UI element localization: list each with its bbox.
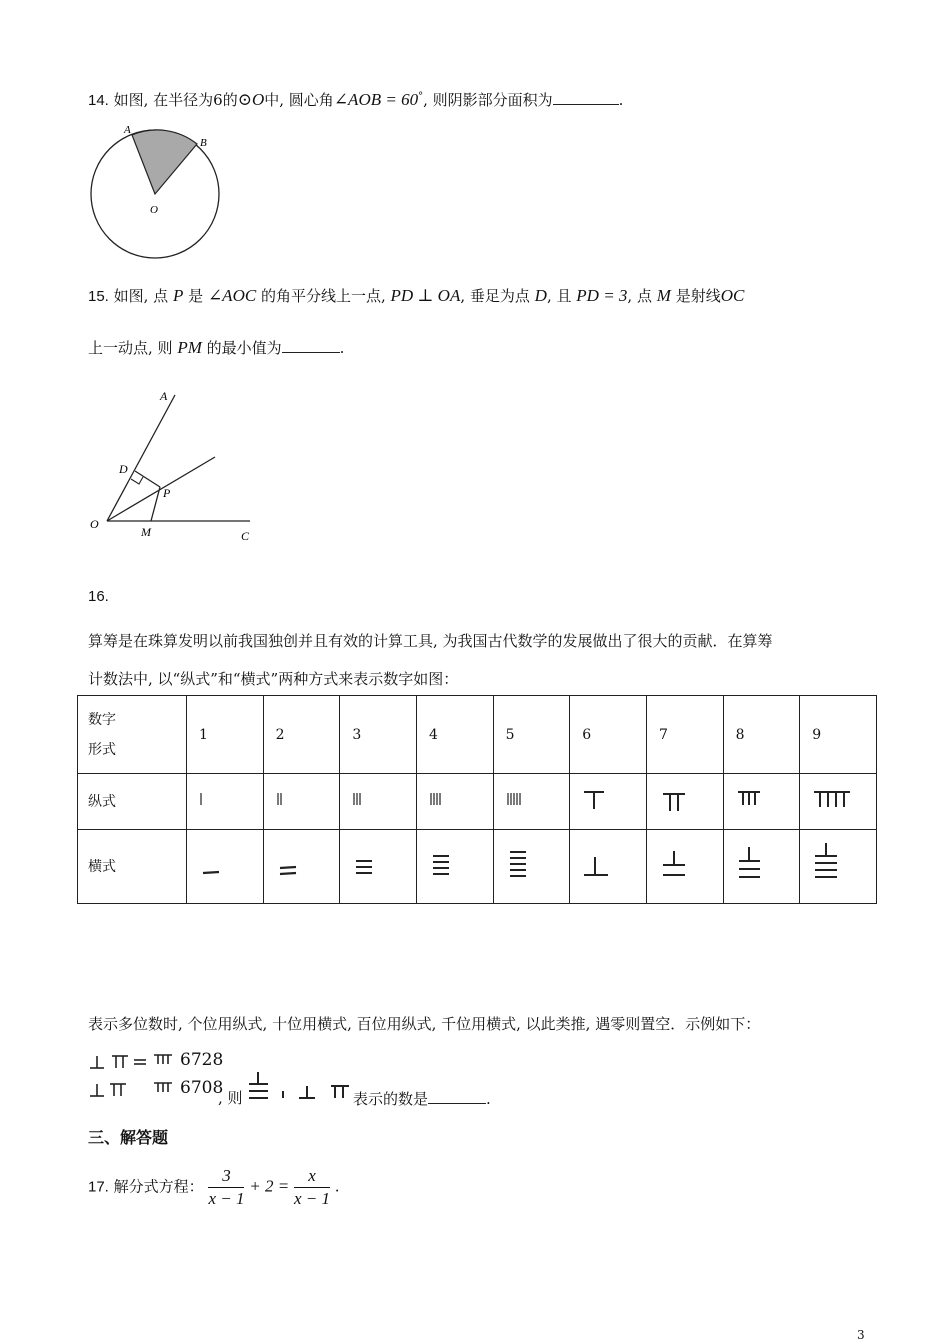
q17-fraction-2-denominator: x − 1 — [293, 1189, 331, 1208]
q16-intro-2: 计数法中, 以“纵式”和“横式”两种方式来表示数字如图： — [88, 670, 459, 688]
q15-perp: PD ⊥ OA — [390, 286, 461, 305]
page-number: 3 — [857, 1328, 865, 1342]
horizontal-rod-2 — [263, 830, 340, 904]
q17-fraction-1 — [208, 1165, 244, 1210]
vertical-rod-6 — [570, 774, 647, 830]
q14-text-3: , 则阴影部分面积为 — [423, 91, 553, 109]
horizontal-rod-3 — [340, 830, 417, 904]
q17-text — [88, 1165, 340, 1210]
q14-text-1: 如图, 在半径为6的 — [113, 91, 238, 109]
q16-then: , 则 — [218, 1089, 243, 1107]
digit-cell: 3 — [340, 696, 417, 774]
q15-pm: PM — [177, 338, 202, 357]
q15-text-1: 如图, 点 — [113, 287, 169, 305]
q14-shaded-sector — [132, 130, 197, 194]
digit-cell: 8 — [723, 696, 800, 774]
q14-angle: ∠AOB = 60 — [333, 90, 419, 109]
q15-p: P — [172, 286, 184, 305]
q15-ray-oa — [107, 395, 175, 521]
question-rods — [247, 1070, 351, 1106]
horizontal-rod-9 — [800, 830, 877, 904]
q16-end: . — [486, 1090, 491, 1108]
table-header-line1: 数字 — [88, 711, 116, 728]
q16-question-text — [353, 1087, 491, 1109]
row-label-vertical: 纵式 — [78, 774, 187, 830]
q16-intro-1: 算筹是在珠算发明以前我国独创并且有效的计算工具, 为我国古代数学的发展做出了很大的贡献．在算筹 — [88, 632, 773, 650]
q15-line2 — [88, 336, 344, 358]
q15-line2-b: 的最小值为 — [206, 339, 282, 357]
q15-line2-a: 上一动点, 则 — [88, 339, 173, 357]
q17-fraction-1-numerator: 3 — [208, 1165, 244, 1188]
section-3-title: 三、解答题 — [88, 1128, 169, 1147]
q17-fraction-2-numerator: x — [294, 1165, 330, 1188]
horizontal-rod-7 — [646, 830, 723, 904]
q14-label-a: A — [124, 124, 131, 136]
q15-label-o: O — [90, 517, 99, 531]
q15-label-m: M — [141, 525, 151, 539]
q14-degree: ° — [418, 91, 424, 102]
digit-cell: 1 — [187, 696, 264, 774]
q15-angle-aoc: ∠AOC — [207, 286, 257, 305]
q15-label-c: C — [241, 529, 250, 543]
q14-label-b: B — [200, 137, 207, 149]
table-row-digits — [78, 696, 877, 774]
digit-cell: 9 — [800, 696, 877, 774]
q14-number: 14. — [88, 92, 109, 109]
horizontal-rod-4 — [416, 830, 493, 904]
q14-figure — [80, 120, 260, 270]
q15-text-5: , 且 — [546, 287, 572, 305]
digit-cell: 7 — [646, 696, 723, 774]
q14-end: . — [618, 91, 624, 109]
q17-number: 17. — [88, 1178, 109, 1196]
q15-end: . — [339, 339, 345, 357]
horizontal-rod-1 — [187, 830, 264, 904]
example-6708-value: 6708 — [180, 1078, 224, 1098]
vertical-rod-2 — [263, 774, 340, 830]
table-header-line2: 形式 — [88, 741, 116, 758]
q15-d: D — [534, 286, 547, 305]
q15-m: M — [656, 286, 671, 305]
q15-right-angle — [131, 477, 143, 484]
q14-answer-blank[interactable] — [553, 88, 619, 105]
q16-answer-blank[interactable] — [428, 1087, 486, 1104]
q15-number: 15. — [88, 288, 109, 305]
q16-represent: 表示的数是 — [353, 1090, 429, 1108]
q15-line1 — [88, 285, 744, 306]
vertical-rod-9 — [800, 774, 877, 830]
q15-text-7: 是射线 — [675, 287, 721, 305]
q17-end: . — [334, 1177, 340, 1196]
q15-text-2: 是 — [188, 287, 204, 305]
q15-label-d: D — [119, 462, 128, 476]
q16-rule: 表示多位数时, 个位用纵式, 十位用横式, 百位用纵式, 千位用横式, 以此类推, 遇零则置空．示例如下： — [88, 1015, 761, 1033]
row-label-horizontal: 横式 — [78, 830, 187, 904]
q14-text-2: 中, 圆心角 — [264, 91, 334, 109]
vertical-rod-4 — [416, 774, 493, 830]
digit-cell: 2 — [263, 696, 340, 774]
horizontal-rod-6 — [570, 830, 647, 904]
q15-text-6: , 点 — [627, 287, 652, 305]
q15-label-p: P — [163, 486, 171, 500]
q15-oc: OC — [720, 286, 745, 305]
q16-number: 16. — [88, 588, 109, 605]
q15-segment-pd — [135, 471, 160, 487]
table-header-cell — [78, 696, 187, 774]
vertical-rod-7 — [646, 774, 723, 830]
vertical-rod-8 — [723, 774, 800, 830]
q15-text-3: 的角平分线上一点, — [260, 287, 386, 305]
q14-circle-o: ⊙O — [237, 90, 265, 109]
counting-rods-table — [77, 695, 877, 904]
q17-fraction-1-denominator: x − 1 — [208, 1189, 245, 1208]
vertical-rod-5 — [493, 774, 570, 830]
example-6728-value: 6728 — [180, 1050, 224, 1070]
q15-pd: PD = 3 — [576, 286, 628, 305]
q15-text-4: , 垂足为点 — [460, 287, 530, 305]
q17-plus-equals: + 2 = — [249, 1176, 290, 1196]
digit-cell: 4 — [416, 696, 493, 774]
digit-cell: 6 — [570, 696, 647, 774]
q15-figure — [85, 385, 275, 550]
vertical-rod-1 — [187, 774, 264, 830]
q15-answer-blank[interactable] — [282, 336, 340, 353]
horizontal-rod-8 — [723, 830, 800, 904]
example-6728-rods — [88, 1052, 180, 1072]
horizontal-rod-5 — [493, 830, 570, 904]
table-row-horizontal — [78, 830, 877, 904]
q14-label-o: O — [150, 204, 158, 216]
q14-text — [88, 88, 623, 110]
table-row-vertical — [78, 774, 877, 830]
example-6708-rods — [88, 1080, 180, 1100]
digit-cell: 5 — [493, 696, 570, 774]
q15-label-a: A — [160, 389, 168, 403]
q17-label: 解分式方程： — [113, 1177, 204, 1196]
vertical-rod-3 — [340, 774, 417, 830]
q17-fraction-2 — [294, 1165, 330, 1210]
